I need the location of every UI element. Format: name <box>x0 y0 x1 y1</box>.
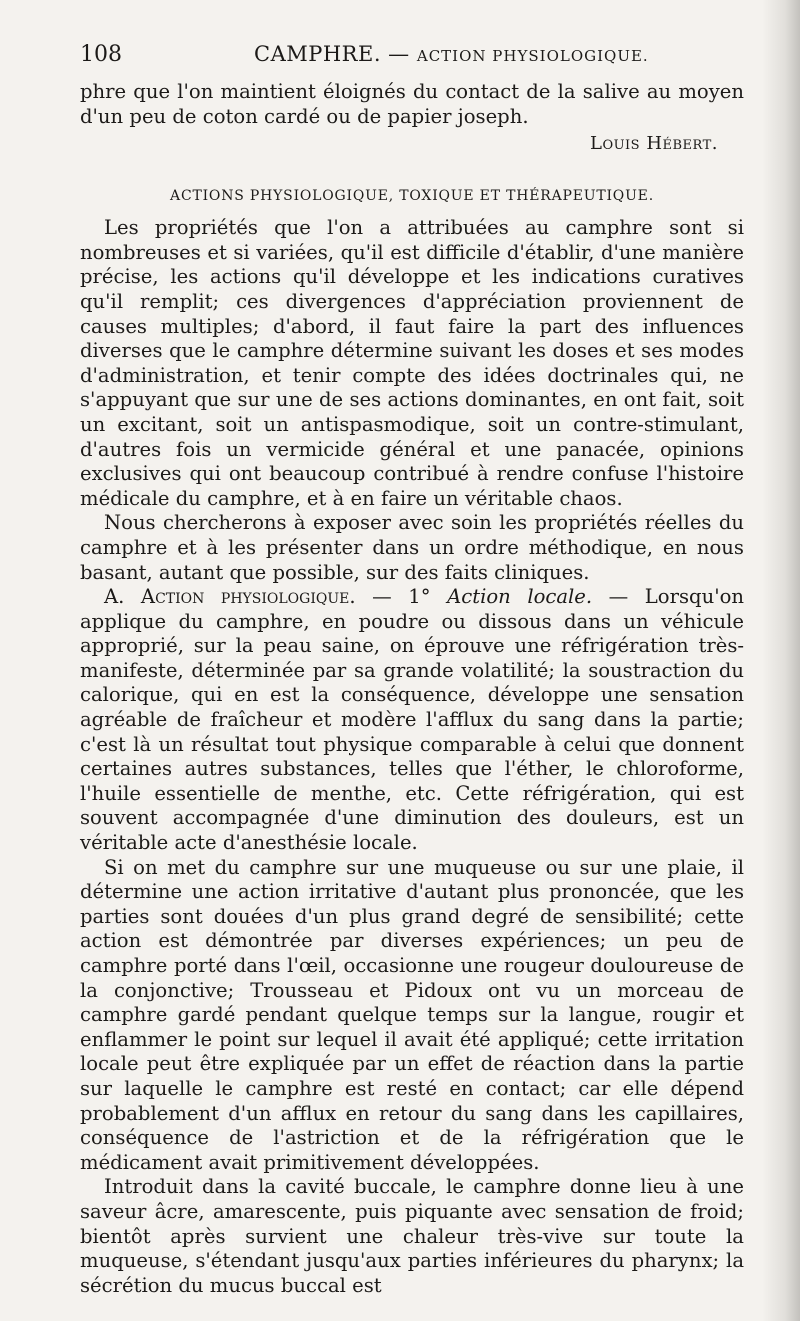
paragraph-buccal: Introduit dans la cavité buccale, le camphre donne lieu à une saveur âcre, amarescente, puis piquante avec sensation de froid; bientôt après survient une chaleur très-vive sur toute la muqueuse, s'étendant jusqu'aux parties inférieures du pharynx; la sécrétion du mucus buccal est <box>80 1175 744 1297</box>
paragraph-local-action <box>80 585 744 856</box>
book-page <box>80 40 744 1298</box>
page-number: 108 <box>80 42 122 67</box>
paragraph-local-action-text: — Lorsqu'on applique du camphre, en poudre ou dissous dans un véhicule approprié, sur la peau saine, on éprouve une réfrigération très-manifeste, déterminée par sa grande volatilité; la soustraction du calorique, qui en est la conséquence, développe une sensation agréable de fraîcheur et modère l'afflux du sang dans la partie; c'est là un résultat tout physique comparable à celui que donnent certaines autres substances, telles que l'éther, le chloroforme, l'huile essentielle de menthe, etc. Cette réfrigération, qui est souvent accompagnée d'une diminution des douleurs, est un véritable acte d'anesthésie locale. <box>80 585 744 855</box>
paragraph-mucosa: Si on met du camphre sur une muqueuse ou sur une plaie, il détermine une action irritative d'autant plus prononcée, que les parties sont douées d'un plus grand degré de sensibilité; cette action est démontrée par diverses expériences; un peu de camphre porté dans l'œil, occasionne une rougeur douloureuse de la conjonctive; Trousseau et Pidoux ont vu un morceau de camphre gardé pendant quelque temps sur la langue, rougir et enflammer le point sur lequel il avait été appliqué; cette irritation locale peut être expliquée par un effet de réaction dans la partie sur laquelle le camphre est resté en contact; car elle dépend probablement d'un afflux en retour du sang dans les capillaires, conséquence de l'astriction et de la réfrigération que le médicament avait primitivement développées. <box>80 855 744 1174</box>
section-dash: — 1° <box>355 585 448 609</box>
page-edge-shadow <box>762 0 800 1321</box>
paragraph-properties: Les propriétés que l'on a attribuées au camphre sont si nombreuses et si variées, qu'il est difficile d'établir, d'une manière précise, les actions qu'il développe et les indications curatives qu'il remplit; ces divergences d'appréciation proviennent de causes multiples; d'abord, il faut faire la part des influences diverses que le camphre détermine suivant les doses et ses modes d'administration, et tenir compte des idées doctrinales qui, ne s'appuyant que sur une de ses actions dominantes, en ont fait, soit un excitant, soit un antispasmodique, soit un contre-stimulant, d'autres fois un vermicide général et une panacée, opinions exclusives qui ont beaucoup contribué à rendre confuse l'histoire médicale du camphre, et à en faire un véritable chaos. <box>80 216 744 510</box>
running-title <box>254 42 649 66</box>
running-title-main: CAMPHRE. — <box>254 42 410 66</box>
running-head <box>80 40 744 80</box>
paragraph-method: Nous chercherons à exposer avec soin les propriétés réelles du camphre et à les présenter dans un ordre méthodique, en nous basant, autant que possible, sur des faits cliniques. <box>80 511 744 584</box>
intro-continuation: phre que l'on maintient éloignés du contact de la salive au moyen d'un peu de coton cardé ou de papier joseph. <box>80 80 744 128</box>
section-heading: ACTIONS PHYSIOLOGIQUE, TOXIQUE ET THÉRAPEUTIQUE. <box>170 188 654 205</box>
section-lead: A. Action physiologique. <box>104 585 356 609</box>
subsection-title: Action locale. <box>447 585 593 609</box>
running-title-sub: ACTION PHYSIOLOGIQUE. <box>416 47 649 65</box>
author-signature: Louis Hébert. <box>589 133 718 155</box>
